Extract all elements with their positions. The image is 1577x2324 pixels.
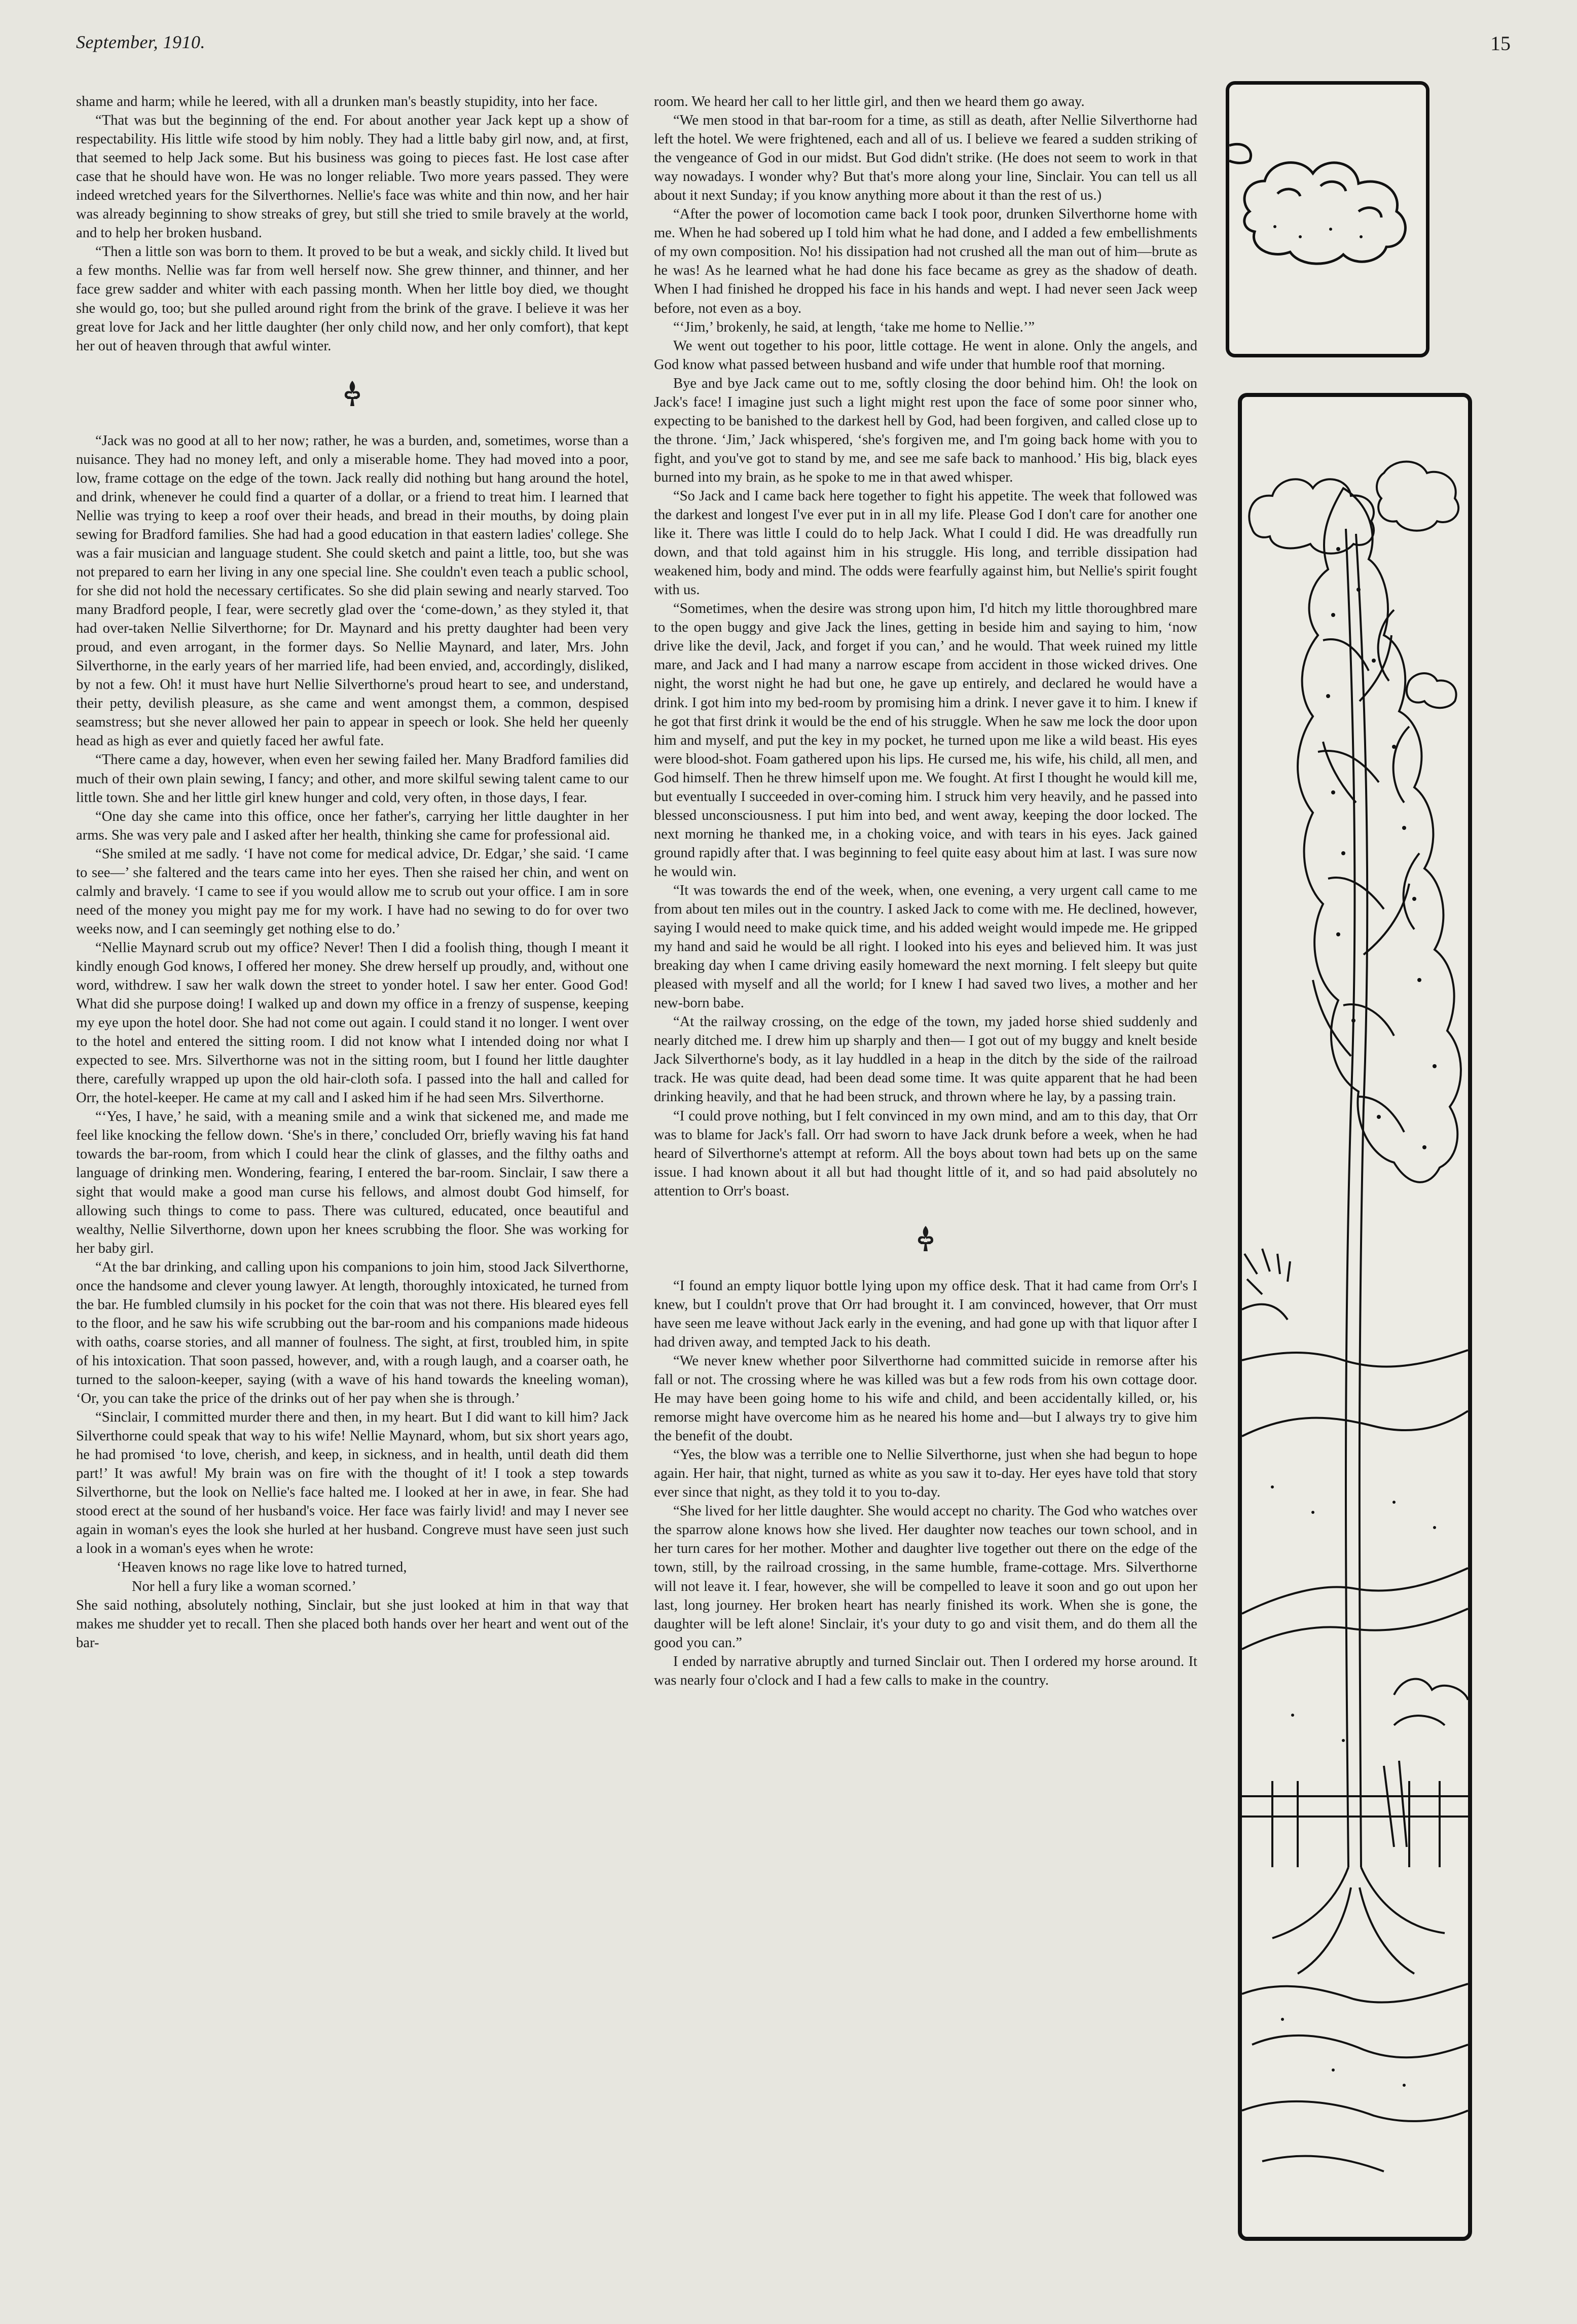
paragraph: “Then a little son was born to them. It proved to be but a weak, and sickly child. It lived but a few months. Nellie was far from well herself now. She grew thinner, and thinner, and her face grew sadder and whiter with each passing month. When her little boy died, we thought she would go, too; but she pulled around right from the brink of the grave. I believe it was her great love for Jack and her little daughter (her only child now, and her only comfort), that kept her out of heaven through that awful winter. <box>76 244 629 354</box>
clouds-illustration-panel <box>1226 81 1429 357</box>
page-number: 15 <box>1490 32 1511 55</box>
tree-landscape-illustration-panel <box>1238 393 1472 2241</box>
paragraph: “Jack was no good at all to her now; rather, he was a burden, and, sometimes, worse than a nuisance. They had no money left, and only a miserable home. They had moved into a poor, low, frame cottage on the edge of the town. Jack really did nothing but hang around the hotel, and drink, whenever he could find a quarter of a dollar, or a friend to treat him. I learned that Nellie was trying to keep a roof over their heads, and bread in their mouths, by doing plain sewing for Bradford families. She had had a good education in that eastern ladies' college. She was a fair musician and language student. She could sketch and paint a little, too, but she was not prepared to earn her living in any one special line. She couldn't even teach a public school, for she did not hold the necessary certificates. So she did plain sewing and nearly starved. Too many Bradford people, I fear, were secretly glad over the ‘come-down,’ as they styled it, that had over-taken Nellie Silverthorne; for Dr. Maynard and his pretty daughter had been very proud, and even arrogant, in the former days. So Nellie Maynard, and later, Mrs. John Silverthorne, in the early years of her married life, had been envied, and, accordingly, disliked, by not a few. Oh! it must have hurt Nellie Silverthorne's proud heart to see, and understand, their petty, devilish pleasure, as she came and went amongst them, a common, despised seamstress; but she never allowed her pain to appear in speech or look. She held her queenly head as high as ever and quietly faced her awful fate. <box>76 432 629 749</box>
paragraph: “I could prove nothing, but I felt convinced in my own mind, and am to this day, that Orr was to blame for Jack's fall. Orr had sworn to have Jack drunk before a week, when he had heard of Silverthorne's attempt at reform. All the boys about town had bets up on the same issue. I had known about it all but had thought little of it, and so had paid absolutely no attention to Orr's boast. <box>654 1108 1197 1199</box>
paragraph: “It was towards the end of the week, when, one evening, a very urgent call came to me from about ten miles out in the country. I asked Jack to come with me. He declined, however, saying I would need to make quick time, and his added weight would impede me. He gripped my hand and said he would be all right. I looked into his eyes and believed him. It was just breaking day when I came driving easily homeward the next morning. I felt sleepy but quite pleased with myself and all the world; for I knew I had saved two lives, a mother and her new-born babe. <box>654 882 1197 1011</box>
paragraph: “Nellie Maynard scrub out my office? Never! Then I did a foolish thing, though I meant it kindly enough God knows, I offered her money. She drew herself up proudly, and, without one word, withdrew. I saw her walk down the street to yonder hotel. I saw her enter. Good God! What did she purpose doing! I walked up and down my office in a frenzy of suspense, keeping my eye upon the hotel door. She had not come out again. I could stand it no longer. I went over to the hotel and entered the sitting room. I did not know what I intended doing nor what I expected to see. Mrs. Silverthorne was not in the sitting room, but I found her little daughter there, carefully wrapped up upon the old hair-cloth sofa. I passed into the hall and called for Orr, the hotel-keeper. He came at my call and I asked him if he had seen Mrs. Silverthorne. <box>76 939 629 1106</box>
paragraph: shame and harm; while he leered, with all a drunken man's beastly stupidity, into her face. <box>76 94 598 110</box>
paragraph: “She smiled at me sadly. ‘I have not come for medical advice, Dr. Edgar,’ she said. ‘I came to see—’ she faltered and the tears came into her eyes. Then she raised her chin, and went on calmly and bravely. ‘I came to see if you would allow me to scrub out your office. I am in sore need of the money you might pay me for my work. I have had no sewing to do for over two weeks now, and I can seemingly get nothing else to do.’ <box>76 846 629 937</box>
text-column-left <box>76 92 629 1652</box>
paragraph: I ended by narrative abruptly and turned Sinclair out. Then I ordered my horse around. It was nearly four o'clock and I had a few calls to make in the country. <box>654 1653 1197 1688</box>
issue-date: September, 1910. <box>76 32 205 52</box>
paragraph: “At the bar drinking, and calling upon his companions to join him, stood Jack Silverthorne, once the handsome and clever young lawyer. At length, thoroughly intoxicated, he turned from the bar. He fumbled clumsily in his pocket for the coin that was not there. His bleared eyes fell to the floor, and he saw his wife scrubbing out the bar-room and his companions made hideous with oaths, coarse stories, and all manner of foulness. The sight, at first, troubled him, in spite of his intoxication. That soon passed, however, and, with a rough laugh, and a coarser oath, he turned to the saloon-keeper, saying (with a wave of his hand towards the kneeling woman), ‘Or, you can take the price of the drinks out of her pay when she is through.’ <box>76 1259 629 1407</box>
paragraph: “Sinclair, I committed murder there and then, in my heart. But I did want to kill him? Jack Silverthorne could speak that way to his wife! Nellie Maynard, whom, but six short years ago, he had promised ‘to love, cherish, and keep, in sickness, and in health, until death did them part!’ It was awful! My brain was on fire with the thought of it! I took a step towards Silverthorne, but the look on Nellie's face halted me. I looked at her in awe, in fear. She had stood erect at the sound of her husband's voice. Her face was fairly livid! and may I never see again in woman's eyes the look she hurled at her husband. Congreve must have seen just such a look in a woman's eyes when he wrote: <box>76 1409 629 1557</box>
paragraph: “Sometimes, when the desire was strong upon him, I'd hitch my little thoroughbred mare to the open buggy and give Jack the lines, getting in beside him and saying to him, ‘now drive like the devil, Jack, and forget if you can,’ and he would. That week ruined my little mare, and Jack and I had many a narrow escape from accident in those wicked drives. One night, the worst night he had but one, he gave up entirely, and declared he would have a drink. I got him into my bed-room by promising him a drink. I never gave it to him. I knew if he got that first drink it would be the end of his struggle. When he saw me lock the door upon him and myself, and put the key in my pocket, he turned upon me like a wild beast. His eyes were blood-shot. Foam gathered upon his lips. He cursed me, his wife, his child, all men, and God himself. Then he threw himself upon me. We fought. At first I thought he would kill me, but eventually I succeeded in over-coming him. I struck him very heavily, and he passed into blessed unconsciousness. I put him into bed, and went away, keeping the door locked. The next morning he thanked me, in a choking voice, and with tears in his eyes. Jack gained ground rapidly after that. I was beginning to feel quite easy about him at last. I was sure now he would win. <box>654 601 1197 880</box>
poem-line: Nor hell a fury like a woman scorned.’ <box>132 1578 357 1594</box>
paragraph: “We never knew whether poor Silverthorne had committed suicide in remorse after his fall or not. The crossing where he was killed was but a few rods from his own cottage door. He may have been going home to his wife and child, and been accidentally killed, or, his remorse might have overcome him as he neared his home and—but I always try to give him the benefit of the doubt. <box>654 1353 1197 1444</box>
clouds-illustration-icon <box>1229 85 1426 354</box>
paragraph: “There came a day, however, when even her sewing failed her. Many Bradford families did much of their own plain sewing, I fancy; and other, and more skilful sewing talent came to our little town. She and her little girl knew hunger and cold, very often, in those days, I fear. <box>76 752 629 806</box>
paragraph: “At the railway crossing, on the edge of the town, my jaded horse shied suddenly and nearly ditched me. I drew him up sharply and then— I got out of my buggy and knelt beside Jack Silverthorne's body, as it lay huddled in a heap in the ditch by the side of the railroad track. He was quite dead, had been dead some time. It was quite apparent that he had been drinking heavily, and that he had been struck, and thrown where he lay, by a passing train. <box>654 1014 1197 1105</box>
paragraph: “I found an empty liquor bottle lying upon my office desk. That it had came from Orr's I knew, but I couldn't prove that Orr had brought it. I am convinced, however, that Orr must have seen me leave without Jack early in the evening, and had gone up with that liquor after I had driven away, and tempted Jack to his death. <box>654 1278 1197 1350</box>
fleuron-ornament-icon <box>915 1224 936 1254</box>
paragraph: “‘Yes, I have,’ he said, with a meaning smile and a wink that sickened me, and made me feel like knocking the fellow down. ‘She's in there,’ concluded Orr, briefly waving his fat hand towards the bar-room, from which I could hear the clink of glasses, and the filthy oaths and language of drinking men. Wondering, fearing, I entered the bar-room. Sinclair, I saw there a sight that would make a good man curse his fellows, and almost doubt God himself, for allowing such things to come to pass. There was cultured, educated, once beautiful and wealthy, Nellie Silverthorne, down upon her knees scrubbing the floor. She was working for her baby girl. <box>76 1109 629 1256</box>
paragraph: “One day she came into this office, once her father's, carrying her little daughter in her arms. She was very pale and I asked after her health, thinking she came for professional aid. <box>76 808 629 843</box>
section-break <box>654 1201 1197 1277</box>
paragraph: “So Jack and I came back here together to fight his appetite. The week that followed was the darkest and longest I've ever put in in all my life. Please God I don't care for another one like it. There was little I could do to help Jack. What I could I did. He was dreadfully run down, and that told against him in his struggle. His long, and terrible dissipation had weakened him, body and mind. The odds were fearfully against him, but Nellie's spirit fought with us. <box>654 488 1197 598</box>
fleuron-ornament-icon <box>342 379 362 409</box>
paragraph: “That was but the beginning of the end. For about another year Jack kept up a show of respectability. His little wife stood by him nobly. They had a little baby girl now, and, at first, that seemed to help Jack some. But his business was going to pieces fast. He lost case after case that he should have won. He was no longer reliable. Two more years passed. They were indeed wretched years for the Silverthornes. Nellie's face was white and thin now, and her hair was already beginning to show streaks of grey, but still she tried to smile bravely at the world, and to help her broken husband. <box>76 113 629 241</box>
text-column-right <box>654 92 1197 1690</box>
tree-landscape-illustration-icon <box>1242 397 1468 2237</box>
paragraph: “After the power of locomotion came back I took poor, drunken Silverthorne home with me. When he had sobered up I told him what he had done, and I added a few embellishments of my own composition. No! his dissipation had not crushed all the man out of him—brute as he was! As he learned what he had done his face became as grey as the shadow of death. When I had finished he dropped his face in his hands and wept. I had never seen Jack weep before, not even as a boy. <box>654 206 1197 316</box>
paragraph: “She lived for her little daughter. She would accept no charity. The God who watches over the sparrow alone knows how she lived. Her daughter now teaches our town school, and in her turn cares for her mother. Mother and daughter live together out there on the edge of the town, still, by the railroad crossing, in the same humble, frame-cottage. Mrs. Silverthorne will not leave it. I fear, however, she will be compelled to leave it soon and go out upon her last, long journey. Her broken heart has nearly finished its work. When she is gone, the daughter will be left alone! Sinclair, it's your duty to go and visit them, and do them all the good you can.” <box>654 1503 1197 1651</box>
paragraph: “We men stood in that bar-room for a time, as still as death, after Nellie Silverthorne had left the hotel. We were frightened, each and all of us. I believe we feared a sudden striking of the vengeance of God in our midst. But God didn't strike. (He does not seem to work in that way nowadays. I wonder why? But that's more along your line, Sinclair. You can tell us all about it next Sunday; if you know anything more about it than the rest of us.) <box>654 113 1197 204</box>
poem-line: ‘Heaven knows no rage like love to hatred turned, <box>117 1559 407 1576</box>
paragraph: room. We heard her call to her little girl, and then we heard them go away. <box>654 94 1085 110</box>
page-header <box>76 31 1511 62</box>
paragraph: We went out together to his poor, little cottage. He went in alone. Only the angels, and God know what passed between husband and wife under that humble roof that morning. <box>654 338 1197 373</box>
paragraph: “‘Jim,’ brokenly, he said, at length, ‘take me home to Nellie.’” <box>673 319 1035 335</box>
paragraph: Bye and bye Jack came out to me, softly closing the door behind him. Oh! the look on Jack's face! I imagine just such a light might rest upon the face of some poor sinner who, expecting to be banished to the darkest hell by God, had been forgiven, and called close up to the throne. ‘Jim,’ Jack whispered, ‘she's forgiven me, and I'm going back home with you to fight, and you've got to stand by me, and see me safe back to manhood.’ His big, black eyes burned into my brain, as he spoke to me in that awed whisper. <box>654 375 1197 485</box>
section-break <box>76 355 629 431</box>
paragraph: “Yes, the blow was a terrible one to Nellie Silverthorne, just when she had begun to hope again. Her hair, that night, turned as white as you saw it to-day. Her eyes have told that story ever since that night, as they told it to you to-day. <box>654 1447 1197 1501</box>
paragraph: She said nothing, absolutely nothing, Sinclair, but she just looked at him in that way that makes me shudder yet to recall. Then she placed both hands over her heart and went out of the bar- <box>76 1597 629 1651</box>
